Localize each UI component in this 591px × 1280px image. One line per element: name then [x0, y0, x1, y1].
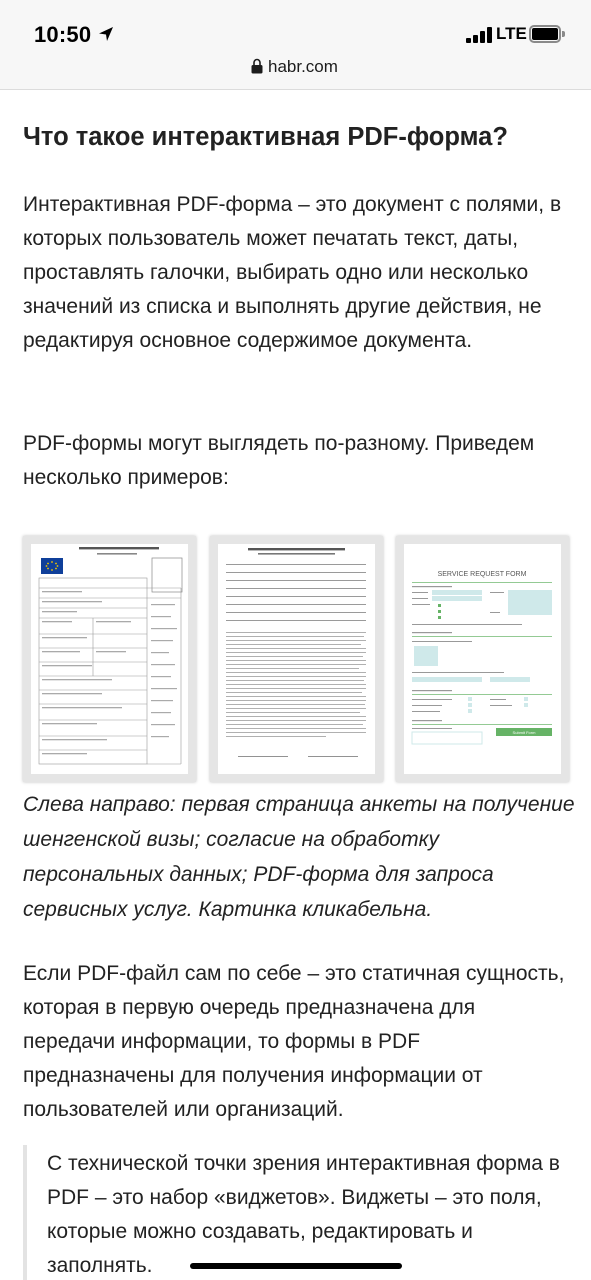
blockquote: [23, 1145, 571, 1280]
status-time: 10:50: [34, 22, 92, 47]
quote-text: С технической точки зрения интерактивная форма в PDF – это набор «виджетов». Виджеты – это поля, которые можно создавать, редактировать и заполнять.: [47, 1152, 560, 1277]
paragraph-static-vs-forms: Если PDF-файл сам по себе – это статичная сущность, которая в первую очередь предназначена для передачи информации, то формы в PDF предназначены для получения информации от пользователей или организаций.: [23, 962, 565, 1121]
lock-icon: [251, 58, 263, 74]
paragraph-intro: Интерактивная PDF-форма – это документ с полями, в которых пользователь может печатать текст, даты, проставлять галочки, выбирать одно или несколько значений из списка и выполнять другие действия, не редактируя основное содержимое документа.: [23, 193, 562, 352]
address-bar[interactable]: [0, 52, 591, 90]
consent-form-thumbnail[interactable]: [210, 536, 383, 782]
network-type: LTE: [496, 24, 527, 43]
schengen-form-thumbnail[interactable]: [23, 536, 196, 782]
battery-cap: [562, 31, 565, 37]
consent-form-preview: [218, 544, 375, 774]
submit-form-label: Submit Form: [512, 730, 536, 735]
location-arrow-icon: [98, 26, 114, 42]
schengen-form-preview: [31, 544, 188, 774]
paragraph-examples: PDF-формы могут выглядеть по-разному. Приведем несколько примеров:: [23, 432, 535, 489]
service-request-form-thumbnail[interactable]: [396, 536, 569, 782]
form-title: SERVICE REQUEST FORM: [437, 571, 527, 578]
article-heading: Что такое интерактивная PDF-форма?: [23, 123, 508, 151]
status-bar: [0, 0, 591, 52]
example-images[interactable]: [23, 536, 571, 782]
url-text[interactable]: habr.com: [268, 57, 338, 76]
home-indicator[interactable]: [190, 1263, 402, 1269]
signal-icon: [466, 27, 492, 43]
battery-icon: [529, 25, 561, 43]
service-request-form-preview: [404, 544, 561, 774]
eu-flag-icon: [41, 558, 63, 574]
image-caption: Слева направо: первая страница анкеты на получение шенгенской визы; согласие на обработку персональных данных; PDF-форма для запроса сервисных услуг. Картинка кликабельна.: [23, 793, 575, 921]
